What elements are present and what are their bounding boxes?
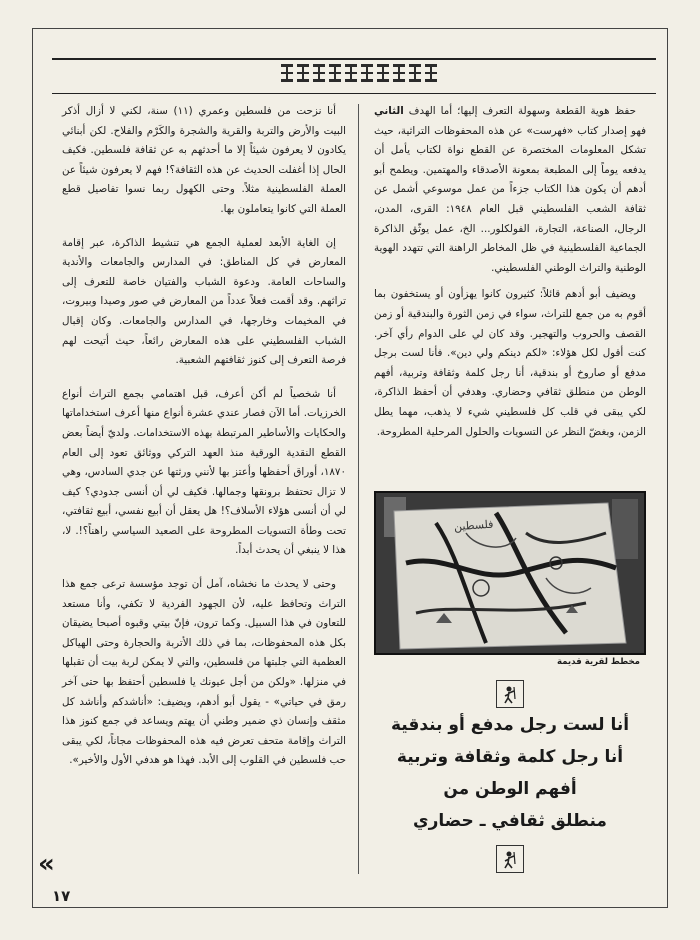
- article-column-right: [374, 102, 646, 449]
- village-map-photo: [374, 491, 646, 655]
- article-paragraph: وحتى لا يحدث ما نخشاه، آمل أن توجد مؤسسة ترعى جمع هذا التراث وتحافظ عليه، لأن الجهود الفردية لا تكفي، وأنا مستعد للتعاون في هذا السبيل. وكما ترون، فإنّ بيتي وقبوه أصبحا يضيقان بكل هذه المحفوظات، بما في ذلك الأتربة والحجارة وحتى الهياكل العظمية التي جلبتها من فلسطين، والتي لا يمكن لربة بيت أن تقبلها في منزلها. «ولكن من أجل عيونك يا فلسطين أحتفظ بها حتى آخر رمق في حياتي» - يقول أبو أدهم، ويضيف: «أناشدكم وأناشد كل مثقف وإنسان ذي ضمير وطني أن يهتم ويساعد في جمع كنوز هذا التراث وإقامة متحف تعرض فيه هذه المحفوظات مجاناً، لكي يبقى حب فلسطين في القلوب إلى الأبد. فهذا هو هدفي الأول والأخير».: [62, 578, 346, 767]
- pull-quote-line: أفهم الوطن من: [443, 779, 577, 799]
- article-paragraph: حفظ هوية القطعة وسهولة التعرف إليها؛ أما الهدف الثاني فهو إصدار كتاب «فهرست» عن هذه المحفوظات التراثية، حيث تشكل المعلومات المختصرة عن القطع نواة لكتاب يأمل أن يدفعه يوماً إلى المطبعة بمعونة الأصدقاء والمهتمين. ويطمح أبو أدهم أن يكون هذا الكتاب جزءاً من عمل موسوعي أشمل عن ثقافة الشعب الفلسطيني قبل العام ١٩٤٨: القرى، المدن، الرجال، الصناعة، التجارة، الفولكلور... الخ، عمل يوثّق الذاكرة الجماعية الفلسطينية في ظل المخاطر الراهنة التي تتهدد الهوية الوطنية والتراث الوطني الفلسطيني.: [374, 105, 646, 274]
- pull-quote-line: منطلق ثقافي ـ حضاري: [413, 811, 607, 831]
- pull-quote-line: أنا رجل كلمة وثقافة وتربية: [396, 747, 624, 767]
- article-paragraph: إن الغاية الأبعد لعملية الجمع هي تنشيط الذاكرة، عبر إقامة المعارض في كل المناطق: في المدارس والجامعات والأندية والساحات العامة. ودعوة الشباب والفتيان خاصة للتعرف إلى تراثهم. وقد أقمت فعلاً عدداً من المعارض في صور وصيدا وبيروت، في المخيمات وخارجها، في المدارس والجامعات. وكان إقبال الشباب الفلسطيني على هذه المعارض رائعاً، حيث أتيحت لهم فرصة التعرف إلى كنوز ثقافتهم الشعبية.: [62, 236, 346, 367]
- article-paragraph: ويضيف أبو أدهم قائلاً: كثيرون كانوا يهزأون أو يستخفون بما أقوم به من جمع للتراث، سواء في زمن الثورة والبندقية أو زمن القصف والحروب والتهجير. وقد كان لي على الدوام رأي آخر. كنت أقول لكل هؤلاء: «لكم دينكم ولي دين». فأنا لست برجل مدفع أو صاروخ أو بندقية، أنا رجل كلمة وثقافة وتربية، أفهم الوطن من منطلق ثقافي وحضاري. وهدفي أن أحفظ الذاكرة، لكي يبقى في قلب كل فلسطيني شيء لا يذهب، مهما يطل الزمن، وبغضّ النظر عن التسويات والحلول المرحلية المطروحة.: [374, 288, 646, 438]
- header-rule-top: [52, 58, 656, 60]
- header-ornament-icon: [274, 62, 444, 84]
- article-column-left: [62, 102, 346, 778]
- article-paragraph: أنا شخصياً لم أكن أعرف، قبل اهتمامي بجمع التراث أنواع الخرزيات. أما الآن فصار عندي عشرة أنواع منها أعرف استخداماتها والحكايات والأساطير المرتبطة بهذه الاستخدامات. ولديّ أيضاً بعض القطع النقدية الورقية منذ العهد التركي ووثائق تعود إلى العام ١٨٧٠، أوراق أحفظها وأعتز بها لأنني ورثتها عن جدي السادس، وهي لا تزال تحتفظ برونقها وجمالها. فكيف لي أن أنسى جدودي؟ كيف لي أن أنسى هؤلاء الأسلاف؟! هل يعقل أن أبيع نفسي، أبيع ثقافتي، تحت وطأة التسويات المطروحة على الصعيد السياسي راهناً؟!. لا، هذا لا ينبغي أن يحدث أبداً.: [62, 387, 346, 557]
- farmer-emblem-icon: [496, 680, 524, 708]
- photo-caption: مخطط لقرية قديمة: [556, 657, 640, 667]
- page-number: ١٧: [52, 887, 71, 905]
- article-paragraph: أنا نزحت من فلسطين وعمري (١١) سنة، لكني لا أزال أذكر البيت والأرض والتربة والقرية والشجرة والكَرْم والفلاح. لكن أبنائي يكادون لا يعرفون شيئاً إلا ما أحدثهم به عن ثقافة فلسطين. فكيف الحال إذا أغفلت الحديث عن هذه الثقافة؟! فهم لا يعرفون شيئاً عن العملة الفلسطينية مثلاً. وحتى الكهول ربما نسوا تفاصيل قطع العملة التي كانوا يتعاملون بها.: [62, 105, 346, 215]
- continue-arrow-icon: «: [38, 849, 55, 879]
- farmer-emblem-icon: [496, 845, 524, 873]
- emphasis-second: الثاني: [374, 105, 404, 117]
- map-image-icon: [376, 493, 644, 653]
- pull-quote: [374, 712, 646, 840]
- map-label: فلسطين: [453, 517, 494, 534]
- column-divider: [358, 104, 359, 874]
- pull-quote-line: أنا لست رجل مدفع أو بندقية: [390, 715, 630, 735]
- header-rule-bottom: [52, 93, 656, 94]
